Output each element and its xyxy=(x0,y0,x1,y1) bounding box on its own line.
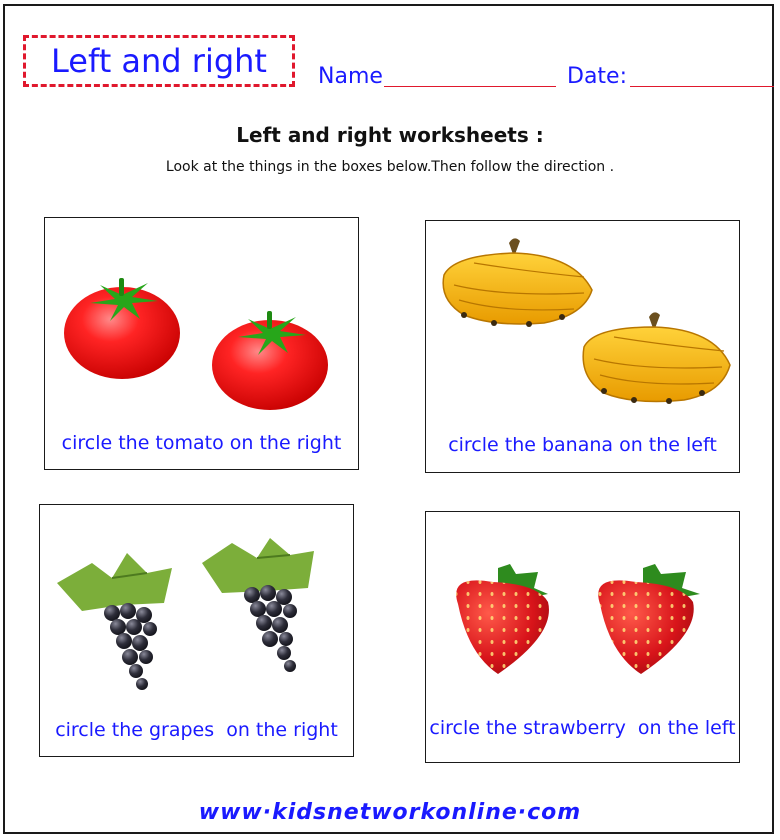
name-label: Name xyxy=(318,64,383,89)
banana-bunch-right xyxy=(583,312,730,404)
tomato-caption: circle the tomato on the right xyxy=(61,432,342,454)
grapes-card[interactable] xyxy=(39,504,354,757)
footer-url[interactable]: www·kidsnetworkonline·com xyxy=(198,800,582,825)
strawberry-icon xyxy=(438,564,733,684)
tomato-card[interactable] xyxy=(44,217,359,470)
instructions-text: Look at the things in the boxes below.Then follow the direction . xyxy=(165,159,615,175)
banana-bunch-left xyxy=(443,238,592,327)
banana-caption: circle the banana on the left xyxy=(448,434,717,456)
strawberry-right xyxy=(598,564,700,674)
strawberry-card[interactable] xyxy=(425,511,740,763)
date-label: Date: xyxy=(567,64,627,89)
tomato-icon xyxy=(60,273,345,413)
grapes-right xyxy=(202,538,314,672)
page-title: Left and right xyxy=(51,42,267,80)
worksheet-heading: Left and right worksheets : xyxy=(236,123,544,147)
tomato-left xyxy=(64,278,180,379)
banana-card[interactable] xyxy=(425,220,740,473)
grapes-icon xyxy=(52,533,347,698)
grapes-left xyxy=(57,553,172,690)
strawberry-caption: circle the strawberry on the left xyxy=(429,717,736,739)
strawberry-left xyxy=(456,564,549,674)
date-field[interactable] xyxy=(630,86,774,87)
banana-icon xyxy=(434,235,734,420)
name-field[interactable] xyxy=(384,86,556,87)
tomato-right xyxy=(212,311,328,410)
title-box xyxy=(23,35,295,87)
grapes-caption: circle the grapes on the right xyxy=(55,719,338,741)
